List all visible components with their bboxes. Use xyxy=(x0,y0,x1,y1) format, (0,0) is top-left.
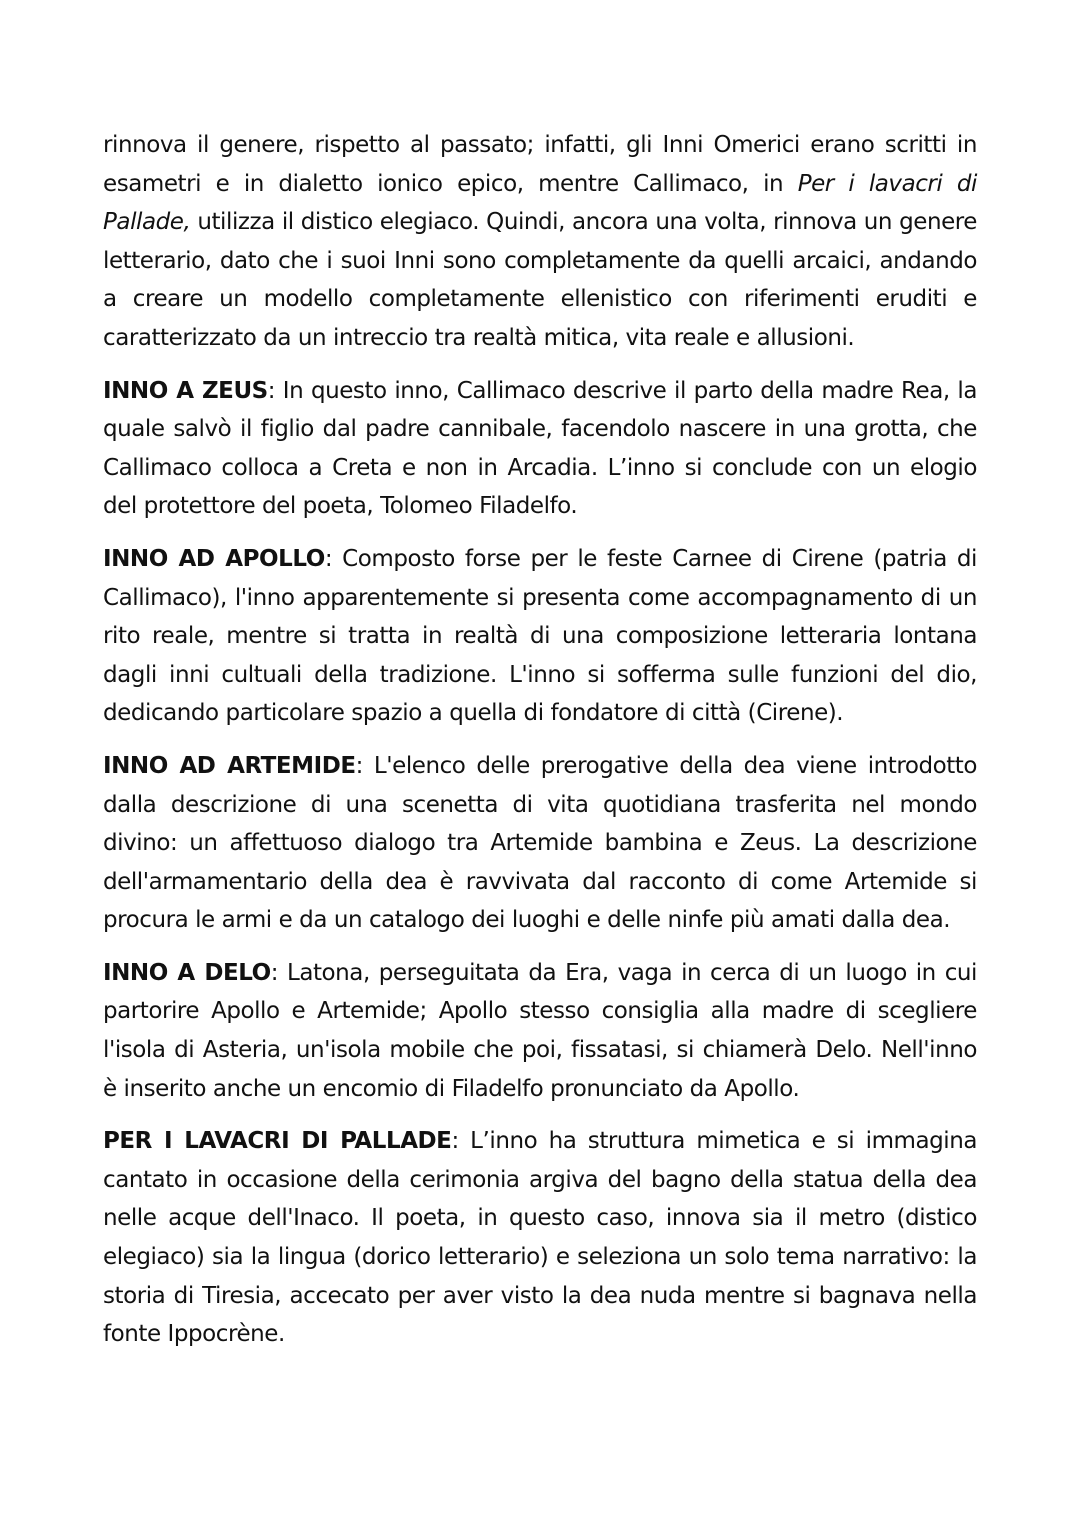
section-inno-ad-apollo xyxy=(103,540,977,733)
intro-title-italic: Per i lavacri di Pallade, xyxy=(103,170,977,236)
section-inno-ad-artemide xyxy=(103,747,977,940)
section-text: : Composto forse per le feste Carnee di Cirene (patria di Callimaco), l'inno apparentemente si presenta come accompagnamento di un rito reale, mentre si tratta in realtà di una composizione letteraria lontana dagli inni cultuali della tradizione. L'inno si sofferma sulle funzioni del dio, dedicando particolare spazio a quella di fondatore di città (Cirene). xyxy=(103,545,977,727)
section-heading: PER I LAVACRI DI PALLADE xyxy=(103,1128,452,1155)
section-inno-a-zeus xyxy=(103,372,977,526)
intro-text-part2: utilizza il distico elegiaco. Quindi, ancora una volta, rinnova un genere letterario, dato che i suoi Inni sono completamente da quelli arcaici, andando a creare un modello completamente ellenistico con riferimenti eruditi e caratterizzato da un intreccio tra realtà mitica, vita reale e allusioni. xyxy=(103,209,977,351)
section-inno-a-delo xyxy=(103,954,977,1108)
section-text: : L’inno ha struttura mimetica e si immagina cantato in occasione della cerimonia argiva del bagno della statua della dea nelle acque dell'Inaco. Il poeta, in questo caso, innova sia il metro (distico elegiaco) sia la lingua (dorico letterario) e seleziona un solo tema narrativo: la storia di Tiresia, accecato per aver visto la dea nuda mentre si bagnava nella fonte Ippocrène. xyxy=(103,1128,977,1348)
section-heading: INNO AD ARTEMIDE xyxy=(103,752,356,779)
section-text: : L'elenco delle prerogative della dea viene introdotto dalla descrizione di una scenetta di vita quotidiana trasferita nel mondo divino: un affettuoso dialogo tra Artemide bambina e Zeus. La descrizione dell'armamentario della dea è ravvivata dal racconto di come Artemide si procura le armi e da un catalogo dei luoghi e delle ninfe più amati dalla dea. xyxy=(103,752,977,934)
section-text: : Latona, perseguitata da Era, vaga in cerca di un luogo in cui partorire Apollo e Artemide; Apollo stesso consiglia alla madre di scegliere l'isola di Asteria, un'isola mobile che poi, fissatasi, si chiamerà Delo. Nell'inno è inserito anche un encomio di Filadelfo pronunciato da Apollo. xyxy=(103,959,977,1102)
section-per-i-lavacri-di-pallade xyxy=(103,1122,977,1354)
document-page xyxy=(103,126,977,1368)
section-heading: INNO A ZEUS xyxy=(103,377,268,404)
section-text: : In questo inno, Callimaco descrive il parto della madre Rea, la quale salvò il figlio dal padre cannibale, facendolo nascere in una grotta, che Callimaco colloca a Creta e non in Arcadia. L’inno si conclude con un elogio del protettore del poeta, Tolomeo Filadelfo. xyxy=(103,377,978,520)
section-heading: INNO AD APOLLO xyxy=(103,545,325,572)
intro-text-part1: rinnova il genere, rispetto al passato; infatti, gli Inni Omerici erano scritti in esametri e in dialetto ionico epico, mentre Callimaco, in xyxy=(103,132,977,197)
section-heading: INNO A DELO xyxy=(103,959,271,986)
intro-paragraph xyxy=(103,126,977,358)
